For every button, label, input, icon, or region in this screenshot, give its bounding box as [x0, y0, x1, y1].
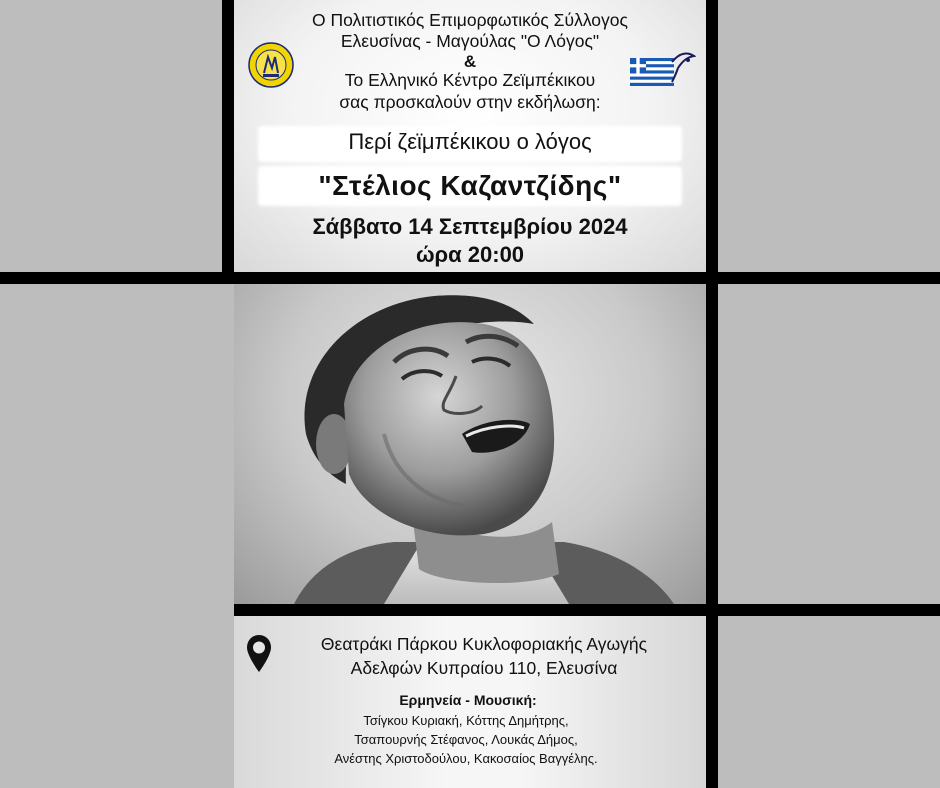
performers-line-3: Ανέστης Χριστοδούλου, Κακοσαίος Βαγγέλης.: [334, 751, 598, 766]
org-line-3: Το Ελληνικό Κέντρο Ζεϊμπέκικου: [344, 70, 596, 90]
event-date: Σάββατο 14 Σεπτεμβρίου 2024: [312, 214, 628, 239]
club-seal-logo: [248, 42, 294, 88]
venue-line-1: Θεατράκι Πάρκου Κυκλοφοριακής Αγωγής: [320, 634, 648, 654]
poster-header: [234, 0, 706, 272]
org-line-2: Ελευσίνας - Μαγούλας "Ο Λόγος": [340, 31, 600, 51]
frame-horizontal-bottom: [234, 604, 940, 616]
performers-line-1: Τσίγκου Κυριακή, Κόττης Δημήτρης,: [363, 713, 569, 728]
frame-right-vertical-mid: [706, 284, 718, 788]
org-line-4: σας προσκαλούν στην εκδήλωση:: [339, 92, 601, 112]
greek-flag-logo: [628, 48, 696, 92]
poster-footer: [234, 616, 706, 788]
event-title: Περί ζεϊμπέκικου ο λόγος: [348, 129, 592, 154]
org-line-1: Ο Πολιτιστικός Επιμορφωτικός Σύλλογος: [312, 10, 628, 30]
performers-heading: Ερμηνεία - Μουσική:: [399, 692, 537, 708]
performers-line-2: Τσαπουρνής Στέφανος, Λουκάς Δήμος,: [354, 732, 578, 747]
frame-horizontal-top: [0, 272, 940, 284]
ampersand: &: [463, 52, 477, 71]
frame-right-vertical-top: [706, 0, 718, 272]
frame-left-vertical: [222, 0, 234, 272]
venue-line-2: Αδελφών Κυπραίου 110, Ελευσίνα: [350, 658, 618, 678]
event-time: ώρα 20:00: [415, 242, 525, 267]
singer-portrait-photo: [234, 284, 706, 604]
artist-name: "Στέλιος Καζαντζίδης": [318, 170, 622, 201]
